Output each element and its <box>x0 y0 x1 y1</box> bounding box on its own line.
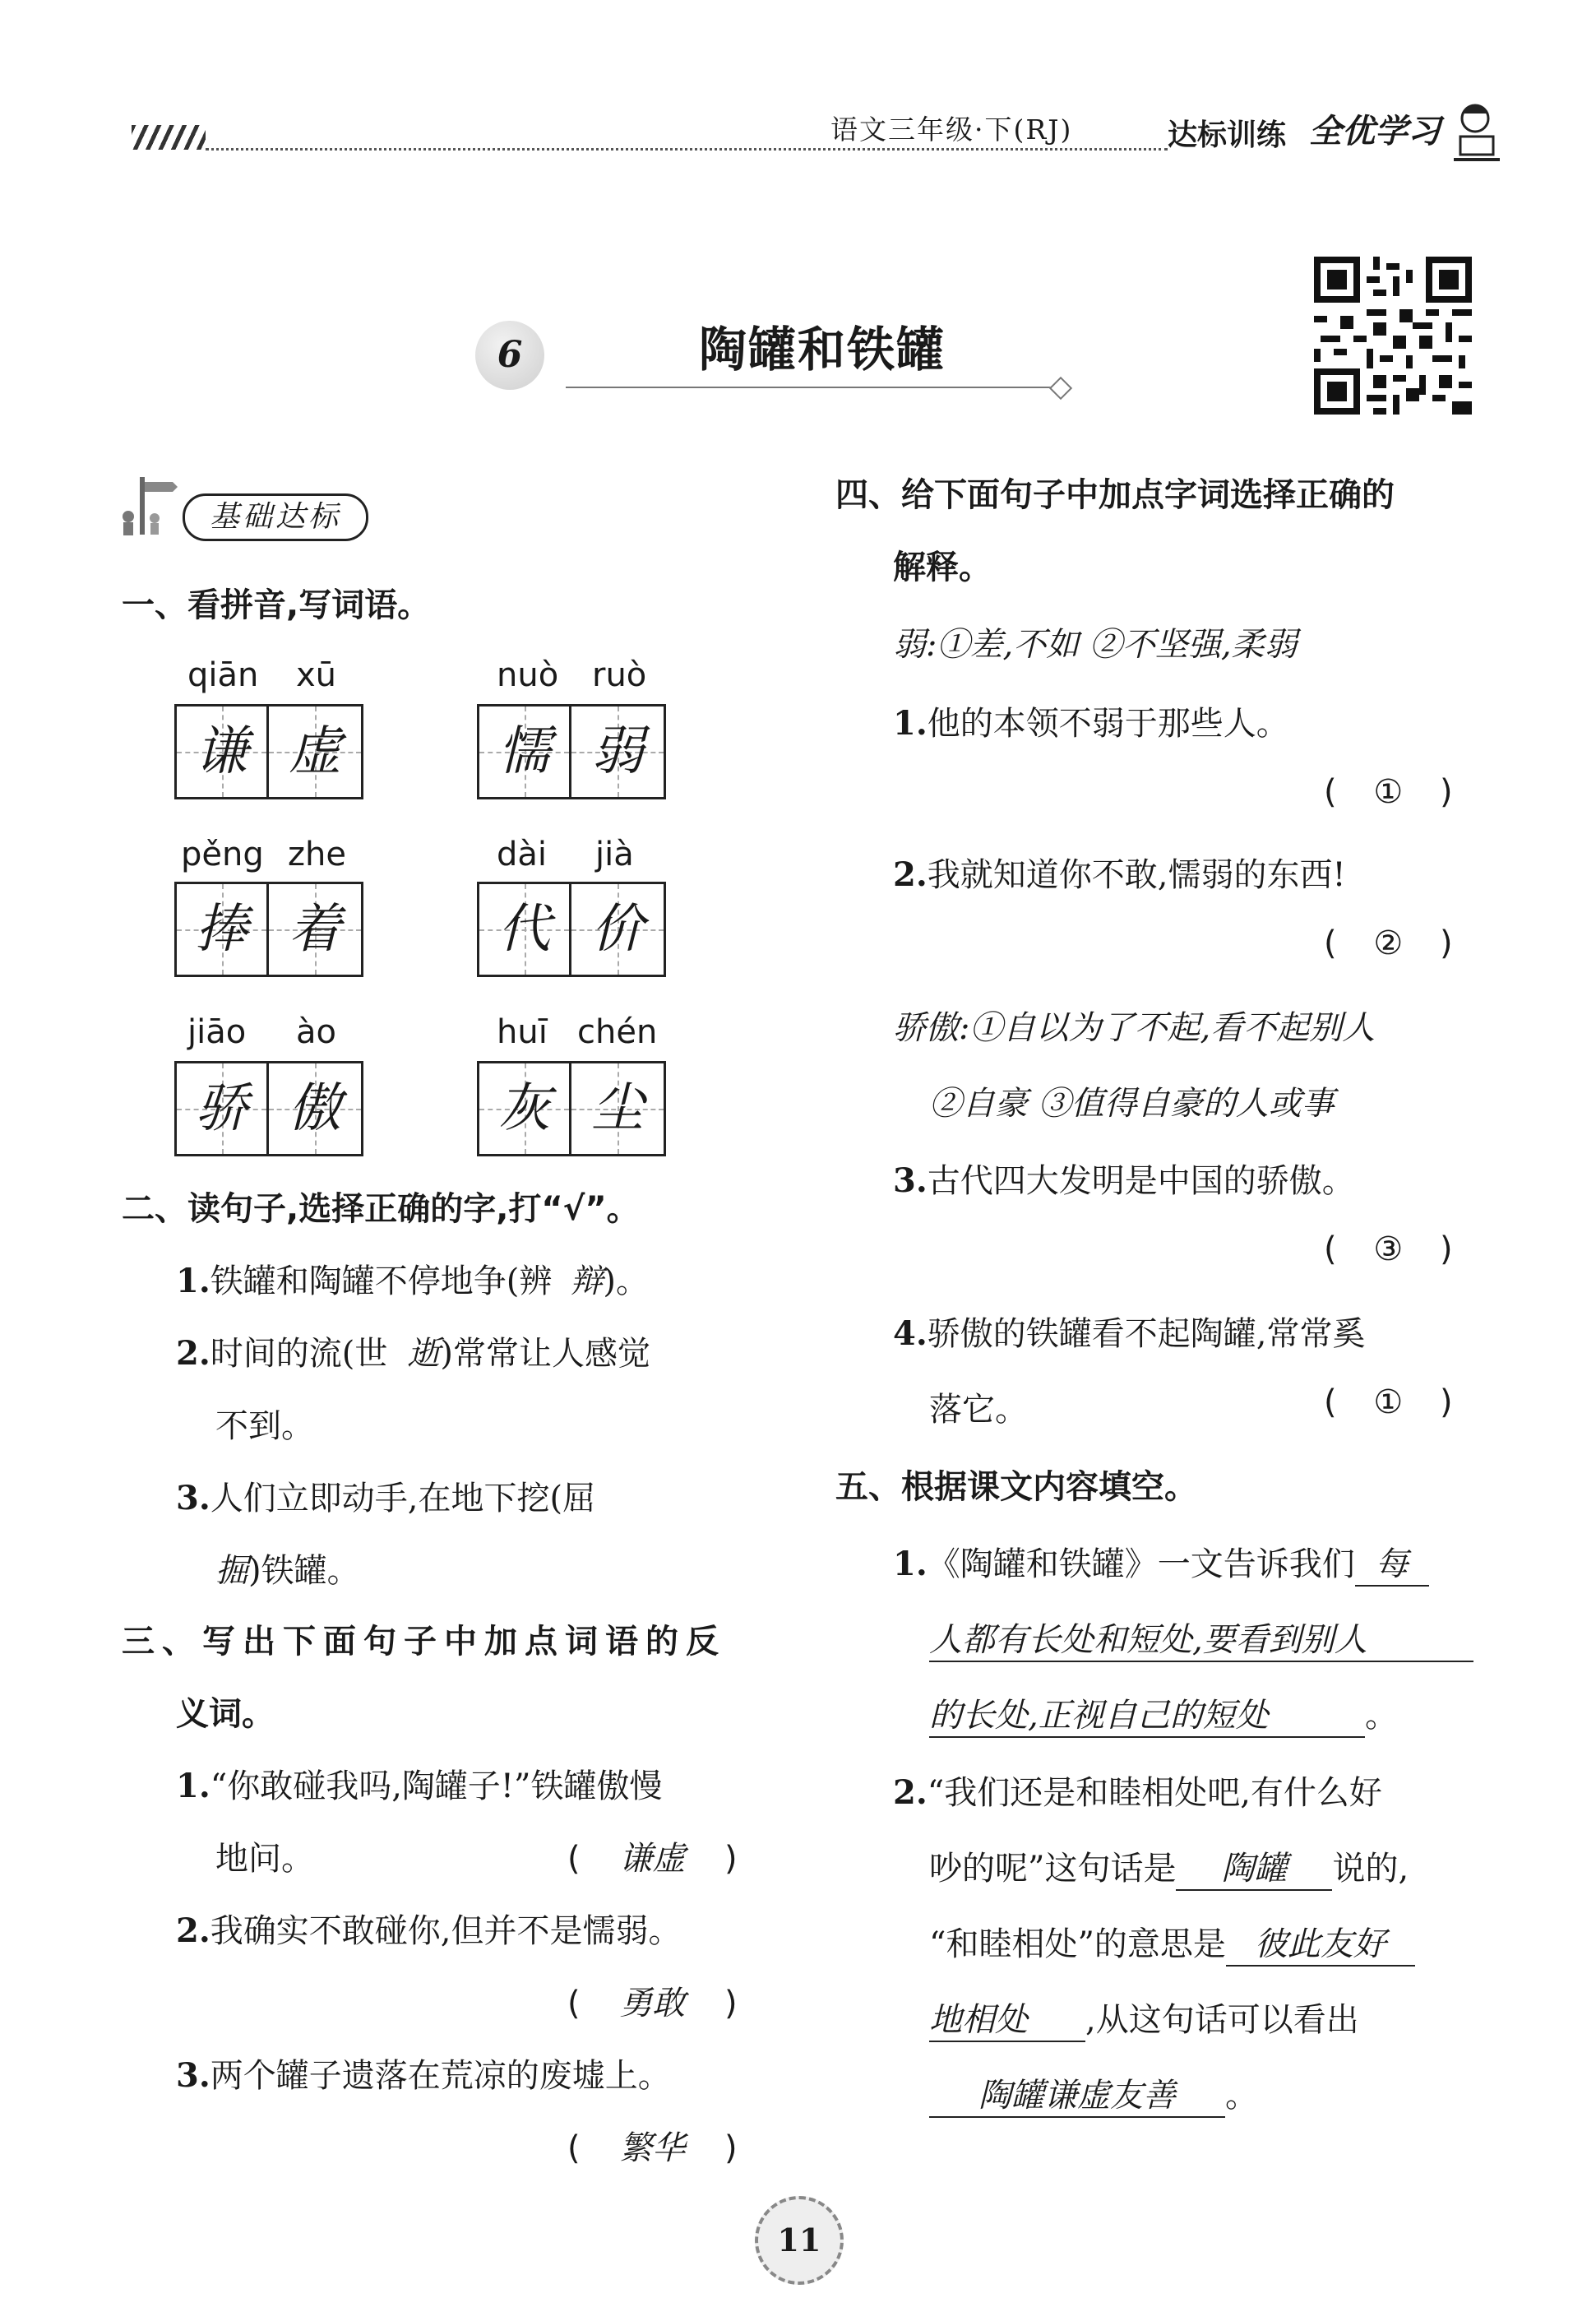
q5-heading: 五、根据课文内容填空。 <box>835 1468 1197 1506</box>
q3-item-1: 1.“你敢碰我吗,陶罐子!”铁罐傲慢 <box>176 1767 663 1805</box>
pinyin: nuò <box>497 656 559 694</box>
grid-cell: 骄 <box>177 1063 269 1154</box>
answer-blank-line2: 人都有长处和短处,要看到别人 <box>929 1614 1473 1662</box>
character-grid <box>174 882 363 977</box>
chosen-character: 辩 <box>570 1262 604 1300</box>
answer-blank: 地相处 <box>929 1994 1085 2042</box>
pinyin: chén <box>577 1013 658 1051</box>
page-number: 11 <box>777 2221 821 2258</box>
title-underline <box>566 387 1059 388</box>
answer-blank-line3: 的长处,正视自己的短处 <box>929 1689 1365 1738</box>
lesson-number: 6 <box>475 321 544 390</box>
q4-definition-1: 弱:①差,不如 ②不坚强,柔弱 <box>893 626 1298 664</box>
q4-answer-3: ( ③ ) <box>1324 1230 1453 1268</box>
header-dotted-line <box>206 148 1168 151</box>
answer-blank: 陶罐谦虚友善 <box>929 2069 1225 2118</box>
q4-heading-line2: 解释。 <box>893 549 992 586</box>
grid-cell: 懦 <box>479 706 571 797</box>
grid-cell: 傲 <box>269 1063 361 1154</box>
grid-cell: 弱 <box>571 706 664 797</box>
q3-heading-line2: 义词。 <box>176 1695 275 1733</box>
signpost-icon <box>115 470 184 540</box>
q4-answer-2: ( ② ) <box>1324 924 1453 962</box>
pinyin: jià <box>595 836 634 873</box>
q3-item-2: 2.我确实不敢碰你,但并不是懦弱。 <box>176 1911 682 1950</box>
grid-cell: 谦 <box>177 706 269 797</box>
header-stripes <box>132 125 206 150</box>
pinyin: zhe <box>288 836 346 873</box>
q2-item-1: 1.铁罐和陶罐不停地争(辨 辩)。 <box>176 1262 649 1300</box>
q4-item-1: 1.他的本领不弱于那些人。 <box>893 704 1289 743</box>
pinyin: pěng <box>181 836 264 873</box>
q5-item-2-line3: “和睦相处”的意思是 彼此友好 <box>929 1918 1415 1967</box>
header-brand: 全优学习 <box>1309 112 1441 151</box>
answer-blank: 每 <box>1355 1538 1429 1587</box>
q3-answer-2: ( 勇敢 ) <box>567 1985 738 2022</box>
q5-item-1-line3: 的长处,正视自己的短处 。 <box>929 1689 1398 1738</box>
q4-answer-4: ( ① ) <box>1324 1383 1453 1421</box>
pinyin: huī <box>497 1013 548 1051</box>
character-grid <box>477 1061 666 1156</box>
pinyin: qiān <box>187 656 259 694</box>
q5-item-2-line1: 2.“我们还是和睦相处吧,有什么好 <box>893 1773 1382 1812</box>
q5-item-2-line5: 陶罐谦虚友善 。 <box>929 2069 1258 2118</box>
q2-heading: 二、读句子,选择正确的字,打“√”。 <box>122 1190 640 1228</box>
grid-cell: 捧 <box>177 884 269 975</box>
qr-code-icon[interactable] <box>1314 257 1472 415</box>
q5-item-1-line1: 1.《陶罐和铁罐》一文告诉我们 每 <box>893 1538 1429 1587</box>
q4-heading: 四、给下面句子中加点字词选择正确的 <box>835 476 1395 514</box>
q2-item-3: 3.人们立即动手,在地下挖(屈 <box>176 1479 596 1517</box>
grid-cell: 尘 <box>571 1063 664 1154</box>
q4-definition-2-line2: ②自豪 ③值得自豪的人或事 <box>929 1085 1335 1123</box>
grid-cell: 灰 <box>479 1063 571 1154</box>
q2-item-3-line2: 掘)铁罐。 <box>215 1552 360 1590</box>
q4-answer-1: ( ① ) <box>1324 773 1453 811</box>
chosen-character: 掘 <box>215 1552 248 1590</box>
grid-cell: 虚 <box>269 706 361 797</box>
character-grid <box>477 882 666 977</box>
q4-item-2: 2.我就知道你不敢,懦弱的东西! <box>893 855 1346 894</box>
page-title: 陶罐和铁罐 <box>699 322 946 378</box>
q3-item-3: 3.两个罐子遗落在荒凉的废墟上。 <box>176 2056 671 2095</box>
q3-answer-1: ( 谦虚 ) <box>567 1840 738 1878</box>
q2-item-2: 2.时间的流(世 逝)常常让人感觉 <box>176 1334 650 1373</box>
header-series: 达标训练 <box>1168 118 1287 152</box>
header-subject: 语文三年级·下(RJ) <box>830 114 1073 146</box>
q4-definition-2: 骄傲:①自以为了不起,看不起别人 <box>893 1009 1376 1047</box>
mascot-icon <box>1449 99 1505 168</box>
q4-item-3: 3.古代四大发明是中国的骄傲。 <box>893 1161 1355 1200</box>
pinyin: jiāo <box>187 1013 247 1051</box>
grid-cell: 着 <box>269 884 361 975</box>
q4-item-4-line2: 落它。 <box>929 1391 1028 1429</box>
grid-cell: 价 <box>571 884 664 975</box>
pinyin: ào <box>296 1013 336 1051</box>
q2-item-2-line2: 不到。 <box>215 1407 314 1445</box>
q1-heading: 一、看拼音,写词语。 <box>122 586 431 624</box>
character-grid <box>477 704 666 799</box>
q3-item-1-line2: 地问。 <box>215 1840 314 1878</box>
diamond-icon <box>1049 377 1072 400</box>
character-grid <box>174 1061 363 1156</box>
q4-item-4: 4.骄傲的铁罐看不起陶罐,常常奚 <box>893 1314 1366 1353</box>
section-badge: 基础达标 <box>183 493 368 541</box>
pinyin: ruò <box>592 656 647 694</box>
answer-blank: 彼此友好 <box>1226 1918 1415 1967</box>
q3-answer-3: ( 繁华 ) <box>567 2129 738 2167</box>
pinyin: xū <box>296 656 337 694</box>
q3-heading: 三、写出下面句子中加点词语的反 <box>122 1623 726 1661</box>
grid-cell: 代 <box>479 884 571 975</box>
chosen-character: 逝 <box>407 1335 441 1373</box>
character-grid <box>174 704 363 799</box>
answer-blank: 陶罐 <box>1176 1842 1332 1891</box>
q5-item-2-line4: 地相处 ,从这句话可以看出 <box>929 1994 1359 2042</box>
pinyin: dài <box>497 836 548 873</box>
q5-item-2-line2: 吵的呢”这句话是 陶罐 说的, <box>929 1842 1409 1891</box>
